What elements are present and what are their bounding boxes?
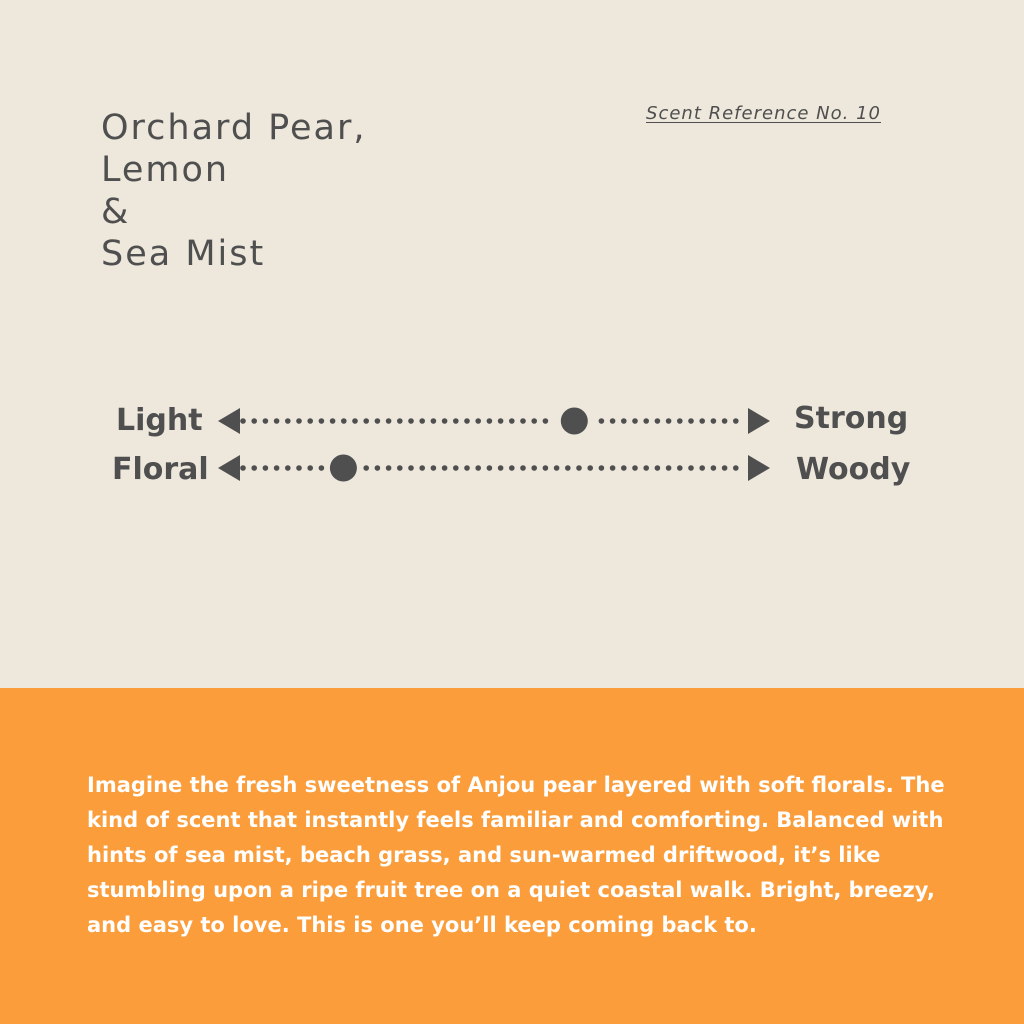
scale-dot [621,418,627,424]
scale-dot [330,418,336,424]
scale-dot [419,418,425,424]
scale-dot [240,465,246,471]
scale-dot [733,465,739,471]
scale-dot [643,418,649,424]
scale-dot [397,418,403,424]
scale-dot [408,418,414,424]
scale-dot [632,465,638,471]
scale-dot [610,465,616,471]
scent-description: Imagine the fresh sweetness of Anjou pear layered with soft florals. The kind of scent that instantly feels familiar and comforting. Balanced with hints of sea mist, beach grass, and sun-warmed driftwood, it’s like stumbling upon a ripe fruit tree on a quiet coastal walk. Bright, breezy, and easy to love. This is one you’ll keep coming back to. [87,773,945,937]
scale-dot [531,465,537,471]
scale-dot [699,465,705,471]
scale-dot [610,418,616,424]
scale-dot [632,418,638,424]
scale-dot [722,465,728,471]
scale-left-label-floral: Floral [112,452,209,487]
scale-dot [431,465,437,471]
scale-dot [363,418,369,424]
scale-dot [419,465,425,471]
scale-left-label-light: Light [116,403,203,438]
scale-dot [520,465,526,471]
scale-dot [442,418,448,424]
arrow-right-icon [748,408,770,434]
title-line: Orchard Pear, [101,108,367,148]
scale-dot [699,418,705,424]
scale-dot [677,465,683,471]
scale-dot [587,465,593,471]
scale-dot [251,418,257,424]
scale-dot [711,418,717,424]
scale-dot [240,418,246,424]
scale-floral-woody [218,455,770,482]
scale-dot [688,465,694,471]
scale-dot [431,418,437,424]
scale-dot [464,465,470,471]
scale-dot [475,418,481,424]
scale-dot [386,418,392,424]
scale-dot [375,465,381,471]
arrow-left-icon [218,408,240,434]
scale-dot [341,418,347,424]
scale-dot [733,418,739,424]
scale-light-strong [218,408,770,435]
scale-dot [307,418,313,424]
scale-right-label-woody: Woody [796,452,911,487]
scale-dot [296,418,302,424]
scale-dot [677,418,683,424]
scale-dot [509,418,515,424]
scale-dot [453,418,459,424]
scale-dot [487,418,493,424]
scale-dot [487,465,493,471]
scale-dot [475,465,481,471]
scale-dot [643,465,649,471]
scale-dot [565,465,571,471]
scale-dot [263,418,269,424]
scale-dot [274,465,280,471]
scale-dot [543,418,549,424]
scale-right-label-strong: Strong [794,401,909,436]
scale-dot [319,465,325,471]
scale-dot [251,465,257,471]
scale-dot [666,465,672,471]
scale-dot [576,465,582,471]
scale-dot [520,418,526,424]
scale-dot [498,418,504,424]
scale-dot [531,418,537,424]
scale-dot [319,418,325,424]
scale-dot [442,465,448,471]
scale-dot [453,465,459,471]
scale-dot [397,465,403,471]
scale-dot [599,418,605,424]
scale-dot [711,465,717,471]
scale-dot [554,465,560,471]
scale-dot [274,418,280,424]
scale-dot [386,465,392,471]
scale-dot [263,465,269,471]
scale-dot [655,465,661,471]
scale-dot [599,465,605,471]
scale-dot [285,465,291,471]
scale-dot [509,465,515,471]
scale-dot [621,465,627,471]
scale-dot [307,465,313,471]
scale-dot [543,465,549,471]
scale-dot [408,465,414,471]
scale-dot [666,418,672,424]
scale-marker [561,408,588,435]
scale-dot [722,418,728,424]
scale-dot [375,418,381,424]
scale-dot [464,418,470,424]
scent-reference: Scent Reference No. 10 [646,103,881,124]
title-line: Sea Mist [101,234,266,274]
scale-dot [655,418,661,424]
title-line: Lemon [101,150,230,190]
arrow-right-icon [748,455,770,481]
scale-dot [363,465,369,471]
scale-dot [498,465,504,471]
scale-dot [688,418,694,424]
arrow-left-icon [218,455,240,481]
scale-dot [285,418,291,424]
scale-dot [296,465,302,471]
title-line: & [101,192,131,232]
scale-dot [352,418,358,424]
scale-marker [330,455,357,482]
